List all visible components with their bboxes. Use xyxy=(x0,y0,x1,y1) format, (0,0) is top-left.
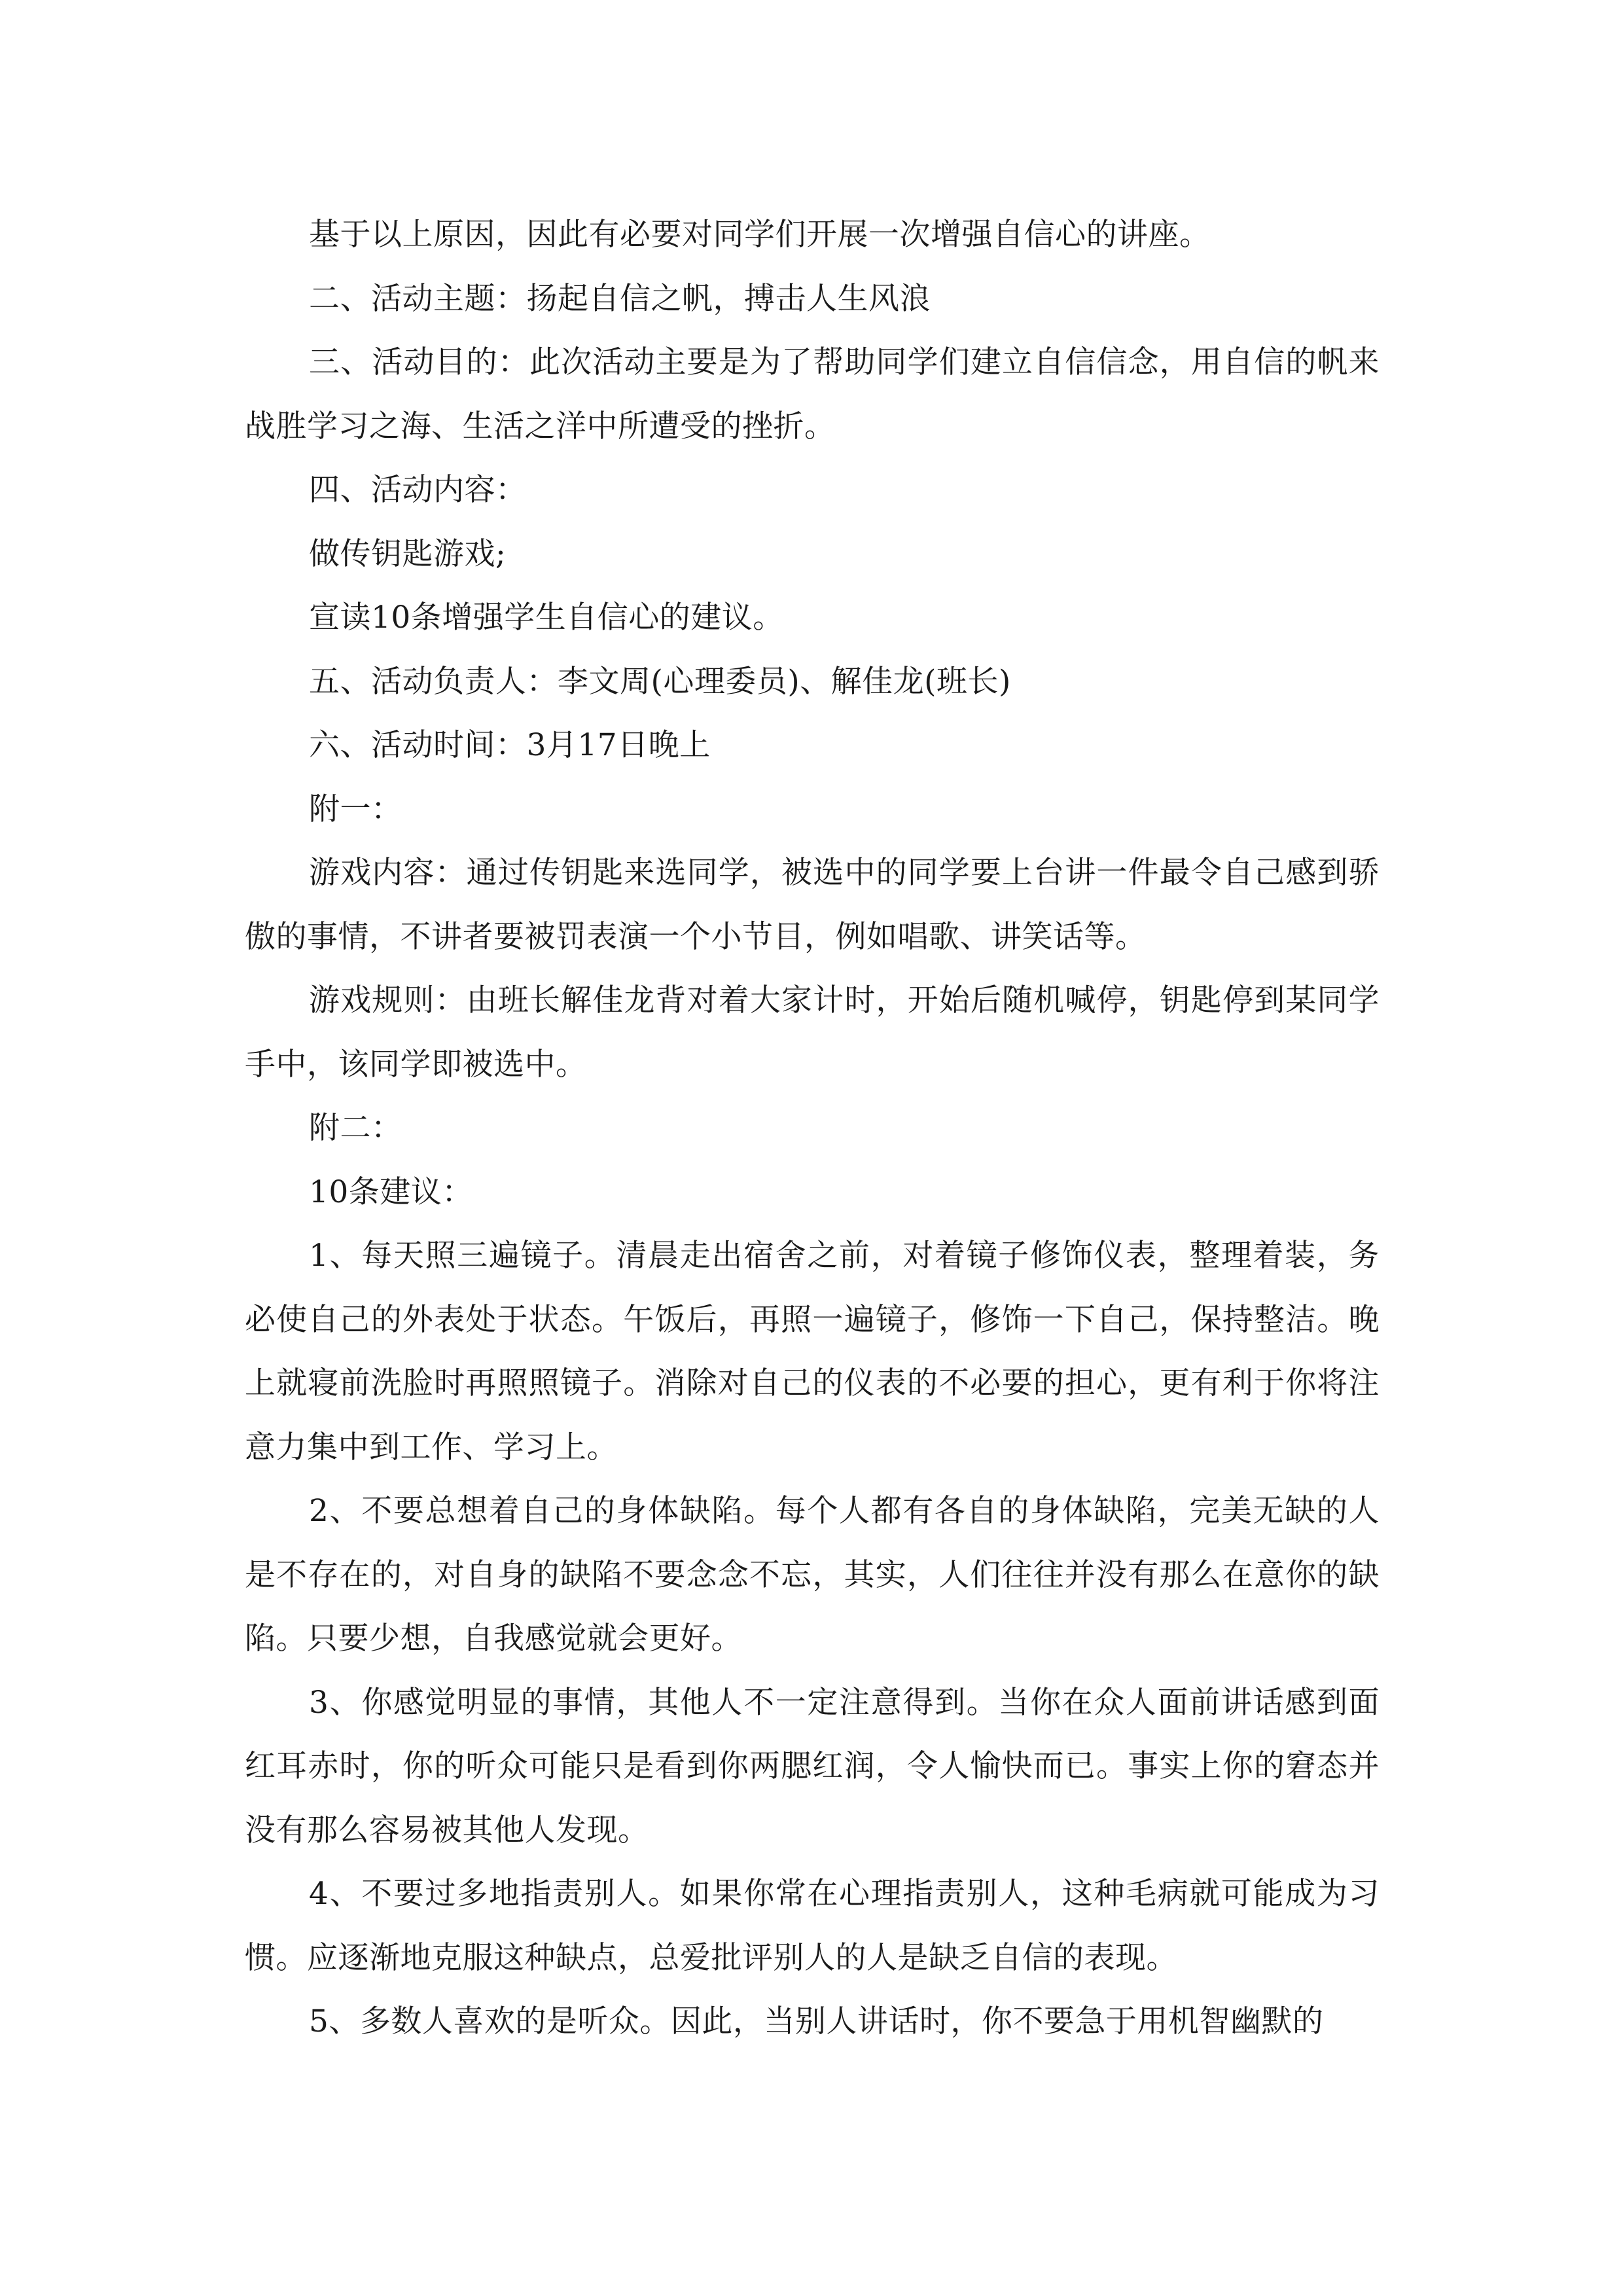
document-body xyxy=(245,203,1380,2054)
paragraph-content-heading: 四、活动内容： xyxy=(309,472,527,508)
paragraph-appendix-2: 附二： xyxy=(309,1110,402,1146)
paragraph-suggestion-1: 1、每天照三遍镜子。清晨走出宿舍之前，对着镜子修饰仪表，整理着装，务必使自己的外表处于状态。午饭后，再照一遍镜子，修饰一下自己，保持整洁。晚上就寝前洗脸时再照照镜子。消除对自己的仪表的不必要的担心，更有利于你将注意力集中到工作、学习上。 xyxy=(245,1238,1380,1465)
paragraph-suggestion-5: 5、多数人喜欢的是听众。因此，当别人讲话时，你不要急于用机智幽默的 xyxy=(309,2003,1324,2039)
paragraph-suggestion-3: 3、你感觉明显的事情，其他人不一定注意得到。当你在众人面前讲话感到面红耳赤时，你的听众可能只是看到你两腮红润，令人愉快而已。事实上你的窘态并没有那么容易被其他人发现。 xyxy=(245,1684,1380,1848)
paragraph-appendix-1: 附一： xyxy=(309,791,402,827)
paragraph-game-rules: 游戏规则：由班长解佳龙背对着大家计时，开始后随机喊停，钥匙停到某同学手中，该同学即被选中。 xyxy=(245,982,1380,1083)
paragraph-time: 六、活动时间：3月17日晚上 xyxy=(309,727,711,763)
paragraph-responsible: 五、活动负责人：李文周(心理委员)、解佳龙(班长) xyxy=(309,663,1011,700)
paragraph-suggestions-heading: 10条建议： xyxy=(309,1174,473,1210)
paragraph-theme: 二、活动主题：扬起自信之帆，搏击人生风浪 xyxy=(309,280,931,317)
paragraph-suggestion-2: 2、不要总想着自己的身体缺陷。每个人都有各自的身体缺陷，完美无缺的人是不存在的，对自身的缺陷不要念念不忘，其实，人们往往并没有那么在意你的缺陷。只要少想，自我感觉就会更好。 xyxy=(245,1493,1380,1657)
paragraph-purpose: 三、活动目的：此次活动主要是为了帮助同学们建立自信信念，用自信的帆来战胜学习之海、生活之洋中所遭受的挫折。 xyxy=(245,344,1380,444)
paragraph-content-item-2: 宣读10条增强学生自信心的建议。 xyxy=(309,600,784,636)
paragraph-game-content: 游戏内容：通过传钥匙来选同学，被选中的同学要上台讲一件最令自己感到骄傲的事情，不讲者要被罚表演一个小节目，例如唱歌、讲笑话等。 xyxy=(245,855,1380,955)
paragraph-content-item-1: 做传钥匙游戏; xyxy=(309,535,507,572)
paragraph-suggestion-4: 4、不要过多地指责别人。如果你常在心理指责别人，这种毛病就可能成为习惯。应逐渐地克服这种缺点，总爱批评别人的人是缺乏自信的表现。 xyxy=(245,1876,1380,1976)
paragraph-intro: 基于以上原因，因此有必要对同学们开展一次增强自信心的讲座。 xyxy=(309,217,1211,253)
